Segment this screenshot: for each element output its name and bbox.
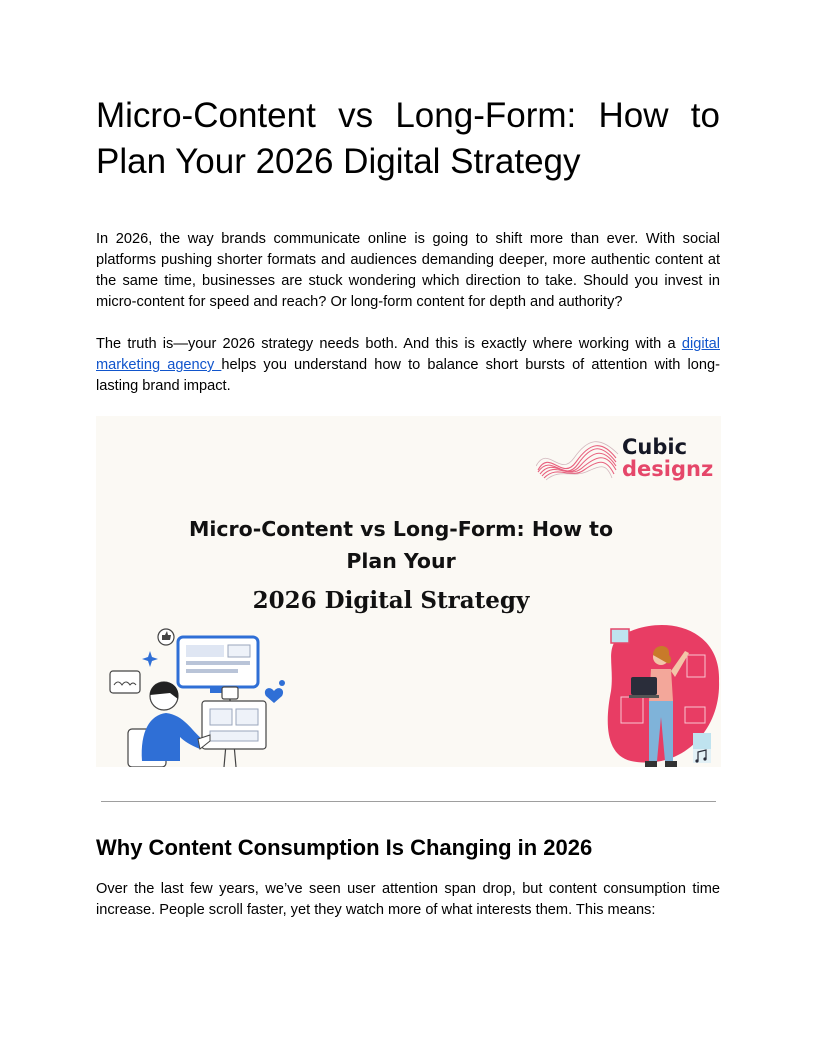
sparkle-icon <box>142 651 158 667</box>
logo-line-designz: designz <box>622 457 714 481</box>
person-at-computer-illustration <box>106 621 306 767</box>
truth-text-end: helps you understand how to balance short bursts of attention with long-lasting brand impact. <box>96 357 720 394</box>
truth-paragraph <box>96 334 720 397</box>
heart-icon <box>265 688 283 703</box>
section-heading: Why Content Consumption Is Changing in 2026 <box>96 835 593 860</box>
banner-heading: Micro-Content vs Long-Form: How to Plan Your <box>188 517 614 573</box>
logo-wordmark <box>622 436 713 480</box>
logo-wave-icon <box>536 436 620 484</box>
woman-with-laptop-illustration <box>601 621 721 767</box>
intro-paragraph: In 2026, the way brands communicate online is going to shift more than ever. With social platforms pushing shorter formats and audiences demanding deeper, more authentic content at the same time, businesses are stuck wondering which direction to take. Should you invest in micro-content for speed and reach? Or long-form content for depth and authority? <box>96 231 720 310</box>
music-note-icon <box>693 749 711 763</box>
banner-subheading: 2026 Digital Strategy <box>252 587 530 614</box>
truth-text-start: The truth is—your 2026 strategy needs both. And this is exactly where working with a <box>96 336 682 352</box>
thumbs-up-icon <box>158 629 174 645</box>
section-paragraph: Over the last few years, we’ve seen user attention span drop, but content consumption time increase. People scroll faster, yet they watch more of what interests them. This means: <box>96 881 720 918</box>
banner-image <box>96 416 721 767</box>
digital-marketing-agency-link[interactable]: digital marketing agency <box>96 336 720 373</box>
document-title: Micro-Content vs Long-Form: How to Plan Your 2026 Digital Strategy <box>96 96 720 181</box>
chat-bubble-icon <box>110 671 140 693</box>
laptop-icon <box>629 677 659 698</box>
brand-logo <box>536 435 714 484</box>
section-divider <box>101 801 716 802</box>
logo-line-cubic: Cubic <box>622 435 688 459</box>
